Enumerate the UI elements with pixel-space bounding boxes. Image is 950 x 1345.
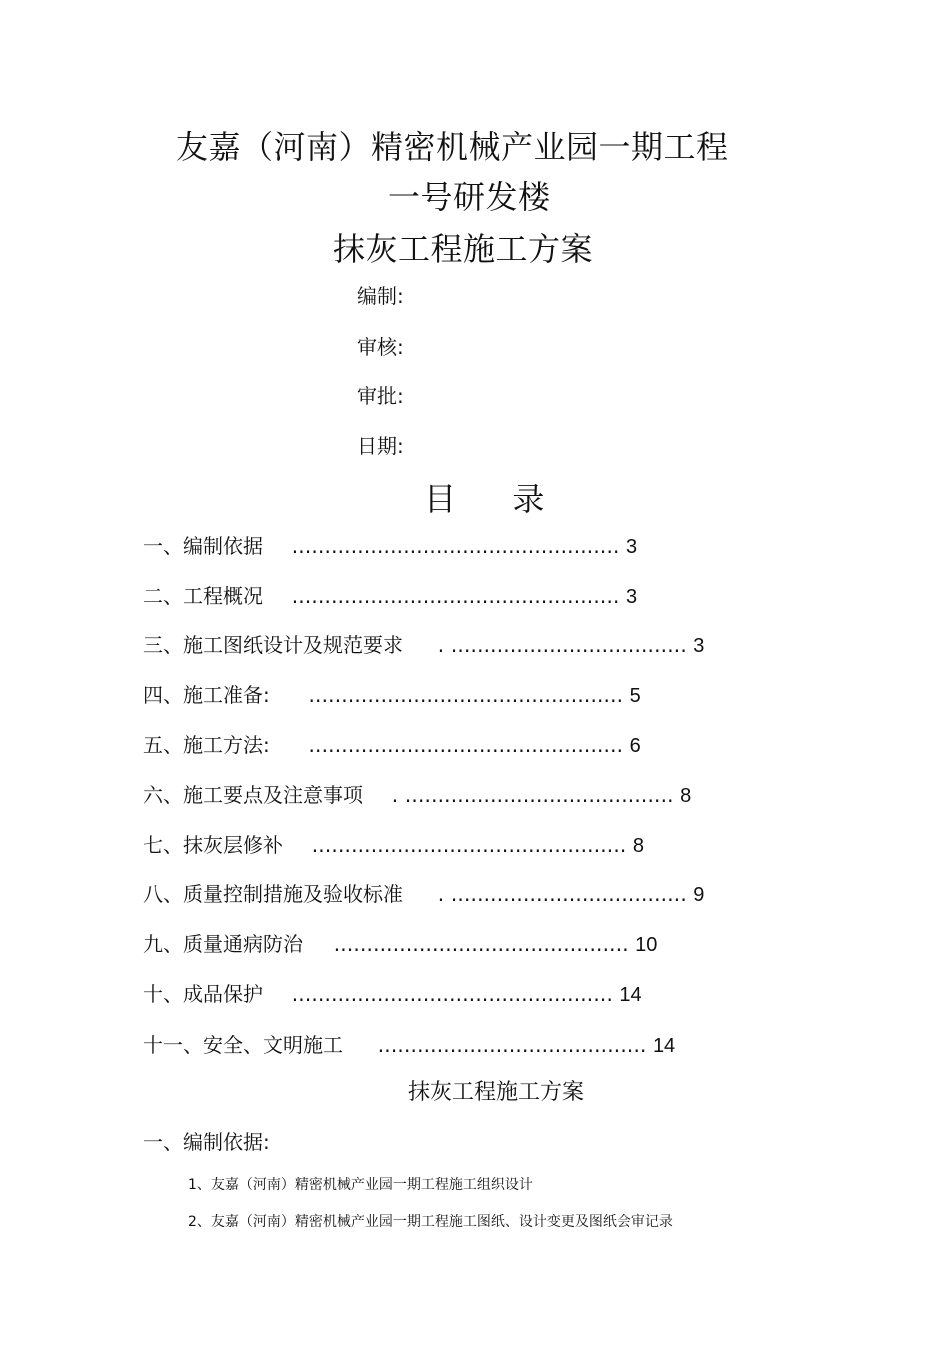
toc-entry-leader: . .........................................: [391, 783, 674, 807]
body-title: 抹灰工程施工方案: [408, 1080, 585, 1105]
cover-title-line2: 一号研发楼: [388, 178, 551, 216]
toc-entry-page: 5: [629, 685, 641, 707]
toc-heading: [424, 474, 544, 520]
sign-field-compiled: 编制:: [357, 284, 404, 308]
toc-entry-page: 8: [680, 785, 692, 807]
reference-item: 1、友嘉（河南）精密机械产业园一期工程施工组织设计: [188, 1177, 533, 1193]
toc-entry[interactable]: [143, 679, 641, 708]
toc-entry[interactable]: [143, 978, 642, 1007]
toc-entry[interactable]: [143, 1029, 675, 1058]
toc-entry-page: 6: [629, 735, 641, 757]
cover-title-line3: 抹灰工程施工方案: [333, 230, 594, 268]
toc-entry-leader: ................................................: [308, 683, 624, 707]
toc-entry-label: 四、施工准备:: [143, 683, 270, 707]
toc-entry-leader: ..................................................: [291, 584, 620, 608]
toc-entry-page: 3: [693, 635, 705, 657]
toc-entry-label: 五、施工方法:: [143, 733, 270, 757]
toc-entry-label: 三、施工图纸设计及规范要求: [143, 633, 403, 657]
toc-entry[interactable]: [143, 729, 641, 758]
toc-entry-page: 14: [619, 984, 642, 1006]
toc-entry-label: 十一、安全、文明施工: [143, 1033, 343, 1057]
toc-entry-label: 二、工程概况: [143, 584, 263, 608]
toc-entry-page: 9: [693, 884, 705, 906]
toc-entry-label: 九、质量通病防治: [143, 932, 303, 956]
toc-entry-leader: .........................................: [377, 1033, 647, 1057]
toc-entry[interactable]: [143, 878, 704, 907]
toc-entry-leader: ................................................: [308, 733, 624, 757]
toc-entry-page: 8: [632, 835, 644, 857]
toc-entry-page: 3: [625, 586, 638, 608]
toc-entry-page: 3: [625, 536, 638, 558]
toc-entry-leader: ................................................: [311, 833, 627, 857]
toc-entry[interactable]: [143, 580, 637, 609]
toc-entry[interactable]: [143, 829, 644, 858]
toc-entry-page: 10: [635, 934, 658, 956]
cover-title-line1: 友嘉（河南）精密机械产业园一期工程: [176, 128, 729, 166]
toc-entry-leader: . ....................................: [437, 633, 687, 657]
toc-entry-leader: .................................................: [291, 982, 614, 1006]
toc-heading-right: 录: [512, 480, 545, 518]
toc-heading-left: 目: [424, 480, 457, 518]
toc-entry-label: 一、编制依据: [143, 534, 263, 558]
toc-entry-leader: ..................................................: [291, 534, 620, 558]
toc-entry-label: 十、成品保护: [143, 982, 263, 1006]
reference-item: 2、友嘉（河南）精密机械产业园一期工程施工图纸、设计变更及图纸会审记录: [188, 1214, 673, 1230]
sign-field-date: 日期:: [357, 434, 404, 458]
toc-entry-page: 14: [652, 1035, 676, 1057]
toc-entry-leader: . ....................................: [437, 882, 687, 906]
toc-entry[interactable]: [143, 779, 691, 808]
toc-entry-label: 六、施工要点及注意事项: [143, 783, 363, 807]
sign-field-approved: 审批:: [357, 384, 404, 408]
sign-field-reviewed: 审核:: [357, 335, 404, 359]
toc-entry-label: 七、抹灰层修补: [143, 833, 283, 857]
section-heading-basis: 一、编制依据:: [143, 1130, 270, 1154]
toc-entry[interactable]: [143, 928, 657, 957]
toc-entry-leader: .............................................: [333, 932, 629, 956]
toc-entry-label: 八、质量控制措施及验收标准: [143, 882, 403, 906]
toc-entry[interactable]: [143, 629, 704, 658]
toc-entry[interactable]: [143, 530, 637, 559]
